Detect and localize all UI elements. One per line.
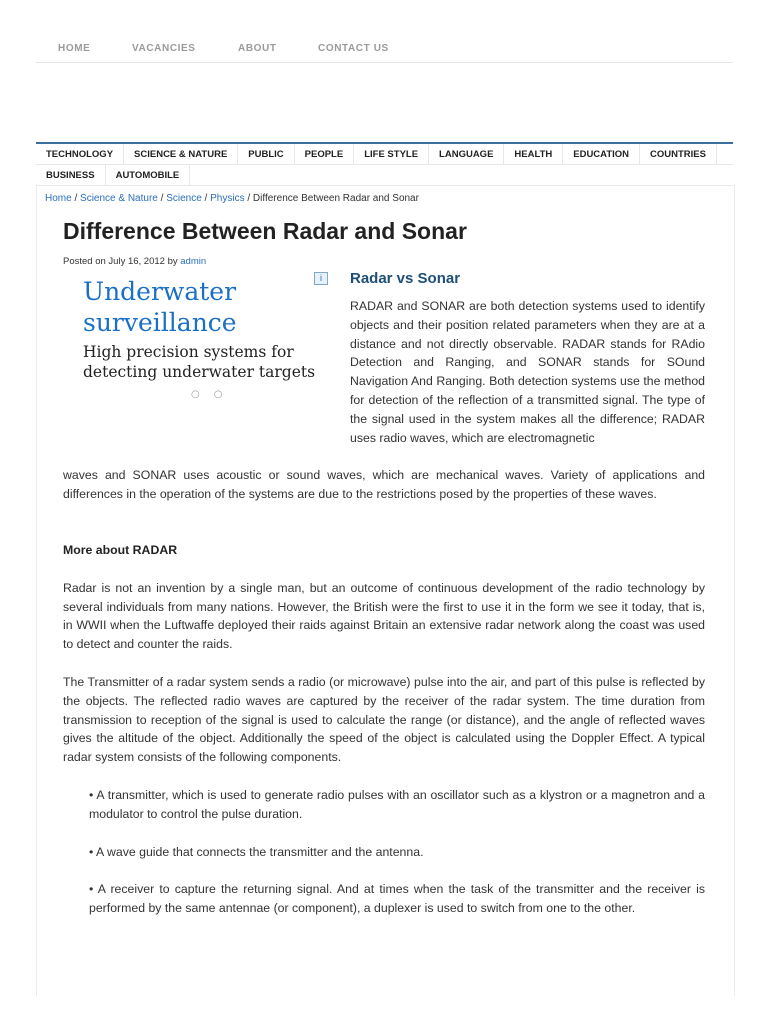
paragraph-radar-operation: The Transmitter of a radar system sends a radio (or microwave) pulse into the air, and part of this pulse is reflected by the objects. The reflected radio waves are captured by the receiver of the radar system. The time duration from transmission to reception of the signal is used to calculate the range (or distance), and the angle of reflected waves gives the altitude of the object. Additionally the speed of the object is calculated using the Doppler Effect. A typical radar system consists of the following components. <box>63 674 705 765</box>
post-date: Posted on July 16, 2012 by <box>63 256 178 267</box>
nav-contact-us[interactable]: CONTACT US <box>318 43 389 54</box>
category-countries[interactable]: COUNTRIES <box>640 144 717 164</box>
section-heading: Radar vs Sonar <box>350 270 461 287</box>
category-public[interactable]: PUBLIC <box>238 144 294 164</box>
category-science-nature[interactable]: SCIENCE & NATURE <box>124 144 238 164</box>
breadcrumb-separator: / <box>244 193 253 204</box>
category-row <box>36 165 733 186</box>
list-item: • A wave guide that connects the transmitter and the antenna. <box>89 844 424 859</box>
ad-carousel-dots[interactable]: ○○ <box>191 389 237 400</box>
advertisement[interactable] <box>63 270 330 410</box>
info-icon[interactable]: i <box>314 272 328 285</box>
category-bar <box>36 142 733 186</box>
intro-paragraph: RADAR and SONAR are both detection systems used to identify objects and their position related parameters when they are at a distance and not directly observable. RADAR stands for RAdio Detection and Ranging, and SONAR stands for SOund Navigation And Ranging. Both detection systems use the method for detection of the reflection of a transmitted signal. The type of the signal used in the system makes all the difference; RADAR uses radio waves, which are electromagnetic <box>350 299 705 445</box>
breadcrumb-separator: / <box>157 193 167 204</box>
list-item: • A transmitter, which is used to generate radio pulses with an oscillator such as a klystron or a magnetron and a modulator to control the pulse duration. <box>89 787 705 821</box>
nav-about[interactable]: ABOUT <box>238 43 277 54</box>
breadcrumb-current: Difference Between Radar and Sonar <box>252 193 419 204</box>
intro-paragraph-continued: waves and SONAR uses acoustic or sound waves, which are mechanical waves. Variety of applications and differences in the operation of the systems are due to the restrictions posed by the properties of these waves. <box>63 468 705 501</box>
category-health[interactable]: HEALTH <box>504 144 563 164</box>
breadcrumb-separator: / <box>201 193 211 204</box>
category-row <box>36 144 733 165</box>
article-body <box>63 541 705 937</box>
category-education[interactable]: EDUCATION <box>563 144 640 164</box>
list-item: • A receiver to capture the returning signal. And at times when the task of the transmitter and the receiver is performed by the same antennae (or component), a duplexer is used to switch from one to the other. <box>89 882 705 916</box>
ad-subtitle: High precision systems for detecting underwater targets <box>83 343 316 381</box>
breadcrumb-science-nature[interactable]: Science & Nature <box>80 193 158 204</box>
top-navigation <box>36 0 733 63</box>
category-technology[interactable]: TECHNOLOGY <box>36 144 124 164</box>
nav-home[interactable]: HOME <box>58 43 91 54</box>
page-title: Difference Between Radar and Sonar <box>63 218 467 244</box>
author-link[interactable]: admin <box>180 256 207 267</box>
breadcrumb-science[interactable]: Science <box>166 193 202 204</box>
subheading-more-about-radar: More about RADAR <box>63 543 178 557</box>
paragraph-radar-history: Radar is not an invention by a single man, but an outcome of continuous development of the radio technology by several individuals from many nations. However, the British were the first to use it in the form we see it today, that is, in WWII when the Luftwaffe deployed their raids against Britain an extensive radar network along the coast was used to detect and counter the raids. <box>63 580 705 652</box>
breadcrumb-home[interactable]: Home <box>45 193 72 204</box>
category-automobile[interactable]: AUTOMOBILE <box>106 165 191 185</box>
post-meta <box>63 256 206 267</box>
breadcrumb <box>45 193 419 204</box>
breadcrumb-physics[interactable]: Physics <box>210 193 245 204</box>
nav-vacancies[interactable]: VACANCIES <box>132 43 196 54</box>
category-people[interactable]: PEOPLE <box>295 144 355 164</box>
category-business[interactable]: BUSINESS <box>36 165 106 185</box>
breadcrumb-separator: / <box>71 193 81 204</box>
ad-title: Underwater surveillance <box>83 277 237 337</box>
category-language[interactable]: LANGUAGE <box>429 144 504 164</box>
category-life-style[interactable]: LIFE STYLE <box>354 144 429 164</box>
